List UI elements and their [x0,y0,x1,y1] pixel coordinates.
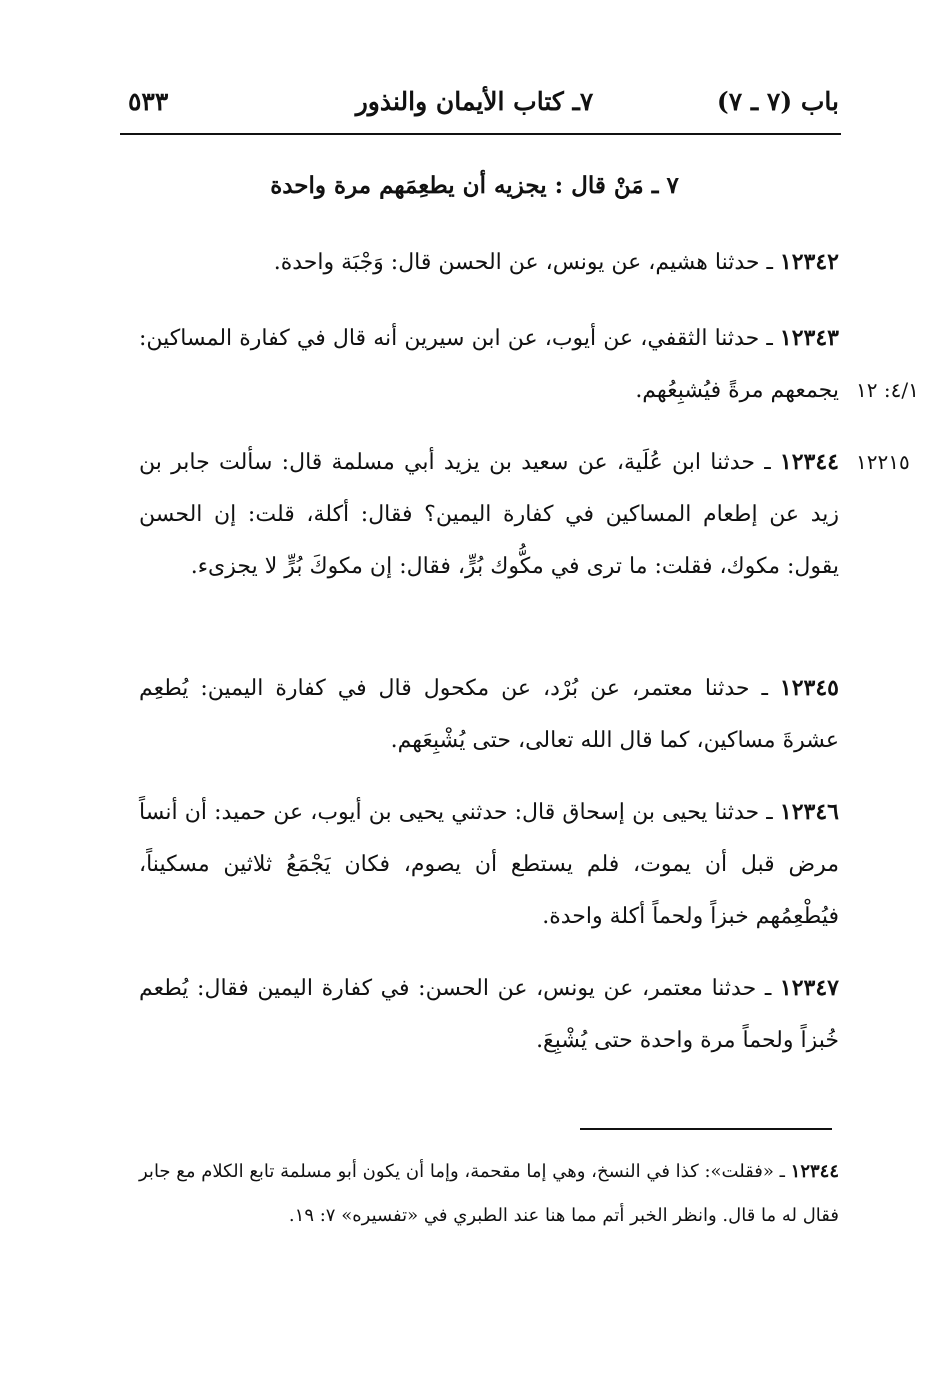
hadith-number: ١٢٣٤٥ [779,675,839,701]
hadith-number: ١٢٣٤٤ [779,449,839,475]
margin-reference: ٤/١: ١٢ [856,378,919,402]
section-title: ٧ ـ مَنْ قال : يجزيه أن يطعِمَهم مرة واحدة [270,172,679,199]
hadith-entry [139,236,839,289]
page-number: ٥٣٣ [128,87,169,116]
hadith-text: ـ حدثنا ابن عُلَية، عن سعيد بن يزيد أبي مسلمة قال: سألت جابر بن زيد عن إطعام المساكين في كفارة اليمين؟ فقال: أكلة، قلت: إن الحسن يقول: مكوك، فقلت: ما ترى في مكُّوك بُرٍّ، فقال: إن مكوكَ بُرٍّ لا يجزىء. [139,450,839,579]
hadith-number: ١٢٣٤٣ [779,325,839,351]
hadith-text: ـ حدثنا معتمر، عن يونس، عن الحسن: في كفارة اليمين فقال: يُطعم خُبزاً ولحماً مرة واحدة حتى يُشْبِعَ. [139,976,839,1053]
chapter-heading: باب (٧ ـ ٧) [716,87,839,116]
book-title: ٧ـ كتاب الأيمان والنذور [355,87,594,116]
hadith-entry [139,786,839,943]
hadith-entry [139,436,839,593]
hadith-text: ـ حدثنا معتمر، عن بُرْد، عن مكحول قال في كفارة اليمين: يُطعِم عشرةَ مساكين، كما قال الله تعالى، حتى يُشْبِعَهم. [139,676,839,753]
hadith-text: ـ حدثنا هشيم، عن يونس، عن الحسن قال: وَجْبَة واحدة. [273,250,780,275]
footnote-text: ـ «فقلت»: كذا في النسخ، وهي إما مقحمة، وإما أن يكون أبو مسلمة تابع الكلام مع جابر فقال له ما قال. وانظر الخبر أتم مما هنا عند الطبري في «تفسيره» ٧: ١٩. [139,1161,839,1226]
footnote-divider [580,1128,832,1130]
hadith-number: ١٢٣٤٢ [779,249,839,275]
header-divider [120,133,841,135]
hadith-entry [139,312,839,417]
footnote-number: ١٢٣٤٤ [790,1161,839,1182]
hadith-number: ١٢٣٤٧ [779,975,839,1001]
footnote [139,1150,839,1238]
hadith-entry [139,962,839,1067]
hadith-number: ١٢٣٤٦ [779,799,839,825]
hadith-entry [139,662,839,767]
hadith-text: ـ حدثنا الثقفي، عن أيوب، عن ابن سيرين أنه قال في كفارة المساكين: يجمعهم مرةً فيُشبِعُهم. [139,326,839,403]
hadith-text: ـ حدثنا يحيى بن إسحاق قال: حدثني يحيى بن أيوب، عن حميد: أن أنساً مرض قبل أن يموت، فلم يستطع أن يصوم، فكان يَجْمَعُ ثلاثين مسكيناً، فيُطْعِمُهم خبزاً ولحماً أكلة واحدة. [139,800,839,929]
margin-reference: ١٢٢١٥ [856,450,910,474]
